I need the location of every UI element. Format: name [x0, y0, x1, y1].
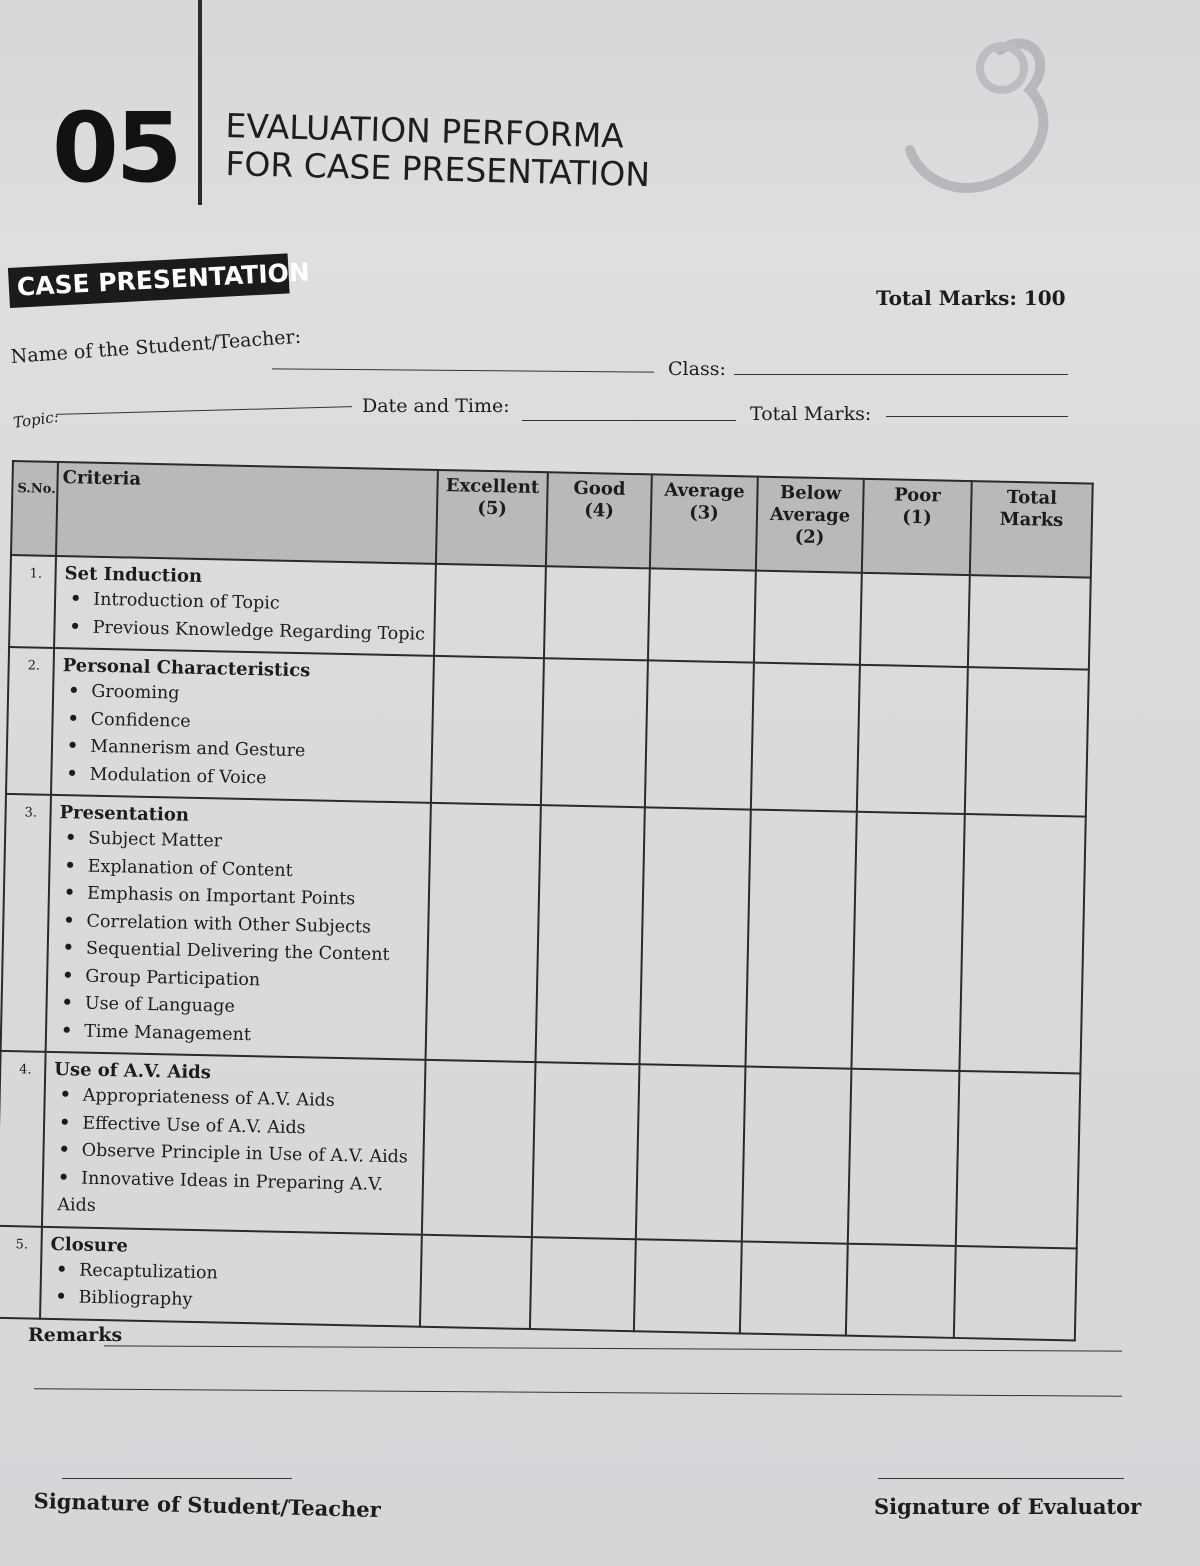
header-excellent-score: (5) [477, 497, 508, 520]
excellent-score-cell[interactable] [431, 656, 544, 805]
header-total-label-2: Marks [999, 508, 1064, 532]
header-below-average-label-1: Below [779, 482, 842, 505]
criteria-title: Presentation [59, 802, 190, 826]
header-average [650, 474, 758, 570]
criteria-sublist [60, 678, 424, 796]
date-time-label: Date and Time: [362, 395, 510, 417]
poor-score-cell[interactable] [860, 573, 970, 667]
date-time-field[interactable] [522, 420, 736, 421]
criteria-subitem: • Modulation of Voice [66, 761, 422, 796]
criteria-cell [51, 648, 434, 803]
criteria-cell [40, 1226, 422, 1326]
criteria-subitem: • Innovative Ideas in Preparing A.V. Aids [57, 1165, 414, 1227]
row-number: 1. [9, 555, 56, 648]
name-label: Name of the Student/Teacher: [10, 325, 302, 368]
criteria-subitem: • Time Management [61, 1018, 417, 1053]
good-score-cell[interactable] [541, 658, 648, 807]
criteria-subitem: • Emphasis on Important Points [64, 880, 420, 915]
excellent-score-cell[interactable] [426, 803, 541, 1062]
remarks-label: Remarks [28, 1324, 123, 1346]
header-excellent-label: Excellent [445, 475, 540, 499]
total-marks-cell[interactable] [968, 575, 1091, 670]
topic-label: Topic: [12, 407, 60, 432]
header-criteria [56, 462, 438, 564]
class-field[interactable] [734, 374, 1068, 375]
header-poor-score: (1) [901, 506, 932, 529]
remarks-field-line-2[interactable] [34, 1388, 1122, 1397]
criteria-subitem: • Recaptulization [56, 1257, 412, 1292]
chapter-number: 05 [52, 92, 180, 204]
excellent-score-cell[interactable] [420, 1234, 532, 1328]
fetus-logo-icon [880, 20, 1080, 220]
criteria-subitem: • Group Participation [62, 963, 418, 998]
header-poor-label: Poor [893, 484, 941, 507]
total-marks-cell[interactable] [956, 1071, 1081, 1248]
row-number: 5. [0, 1225, 42, 1318]
header-divider [198, 0, 202, 205]
criteria-subitem: • Explanation of Content [64, 853, 420, 888]
criteria-subitem: • Introduction of Topic [70, 586, 426, 621]
evaluator-signature-label: Signature of Evaluator [874, 1494, 1142, 1519]
criteria-subitem: • Confidence [67, 706, 423, 741]
total-marks-cell[interactable] [959, 814, 1085, 1073]
criteria-subitem: • Previous Knowledge Regarding Topic [69, 614, 425, 649]
good-score-cell[interactable] [536, 805, 645, 1064]
header-sno: S.No. [11, 461, 58, 556]
criteria-cell [42, 1052, 426, 1234]
header-total [970, 481, 1093, 578]
criteria-sublist [51, 1082, 416, 1227]
criteria-subitem: • Correlation with Other Subjects [63, 908, 419, 943]
below-average-score-cell[interactable] [742, 1066, 852, 1243]
remarks-field-line-1[interactable] [104, 1345, 1122, 1351]
header-excellent [436, 470, 548, 566]
header-below-average-score: (2) [794, 526, 825, 549]
header-good [546, 472, 652, 568]
good-score-cell[interactable] [544, 566, 650, 660]
class-label: Class: [668, 358, 726, 380]
row-number: 4. [0, 1051, 46, 1226]
header-below-average [756, 477, 864, 573]
criteria-title: Personal Characteristics [62, 655, 311, 682]
below-average-score-cell[interactable] [745, 810, 856, 1069]
row-number: 3. [1, 794, 51, 1052]
criteria-sublist [55, 825, 422, 1053]
below-average-score-cell[interactable] [754, 571, 862, 665]
header-average-label: Average [664, 479, 745, 503]
criteria-subitem: • Mannerism and Gesture [67, 733, 423, 768]
criteria-sublist [63, 586, 426, 649]
criteria-subitem: • Observe Principle in Use of A.V. Aids [58, 1137, 414, 1172]
criteria-subitem: • Effective Use of A.V. Aids [59, 1110, 415, 1145]
name-field[interactable] [272, 368, 654, 372]
below-average-score-cell[interactable] [751, 663, 860, 812]
average-score-cell[interactable] [636, 1064, 746, 1241]
criteria-subitem: • Use of Language [61, 990, 417, 1025]
header-total-label-1: Total [1006, 486, 1058, 509]
criteria-title: Set Induction [64, 563, 203, 588]
criteria-title: Closure [50, 1233, 129, 1257]
criteria-cell [54, 556, 436, 656]
table-row [0, 1051, 1080, 1248]
table-row [6, 647, 1089, 817]
poor-score-cell[interactable] [851, 812, 964, 1071]
average-score-cell[interactable] [639, 807, 750, 1066]
criteria-subitem: • Grooming [68, 678, 424, 713]
average-score-cell[interactable] [634, 1239, 742, 1333]
total-marks-cell[interactable] [965, 667, 1089, 817]
header-good-score: (4) [584, 499, 615, 522]
excellent-score-cell[interactable] [422, 1060, 536, 1237]
poor-score-cell[interactable] [846, 1243, 956, 1337]
good-score-cell[interactable] [532, 1062, 640, 1239]
student-signature-label: Signature of Student/Teacher [33, 1488, 382, 1523]
header-good-label: Good [573, 477, 626, 500]
excellent-score-cell[interactable] [434, 564, 546, 658]
table-row [1, 794, 1086, 1074]
header-below-average-label-2: Average [769, 503, 851, 527]
row-number: 2. [6, 647, 54, 795]
header-criteria-text: Criteria [62, 467, 142, 490]
below-average-score-cell[interactable] [740, 1241, 848, 1335]
poor-score-cell[interactable] [857, 665, 968, 814]
total-marks-cell[interactable] [954, 1245, 1077, 1340]
header-average-score: (3) [689, 502, 720, 524]
good-score-cell[interactable] [530, 1237, 636, 1331]
total-marks-heading: Total Marks: 100 [876, 286, 1066, 310]
topic-field[interactable] [56, 406, 352, 415]
criteria-subitem: • Sequential Delivering the Content [62, 935, 418, 970]
evaluator-signature-line[interactable] [878, 1478, 1124, 1479]
total-marks-label: Total Marks: [750, 403, 872, 425]
header-poor [862, 479, 972, 575]
average-score-cell[interactable] [645, 660, 754, 809]
criteria-title: Use of A.V. Aids [54, 1059, 212, 1084]
title-line-2: FOR CASE PRESENTATION [224, 144, 651, 195]
criteria-subitem: • Bibliography [55, 1284, 411, 1319]
criteria-subitem: • Appropriateness of A.V. Aids [59, 1082, 415, 1117]
evaluation-table [0, 460, 1094, 1341]
student-signature-line[interactable] [62, 1478, 292, 1479]
total-marks-field[interactable] [886, 416, 1068, 417]
section-banner: CASE PRESENTATION [8, 253, 290, 308]
criteria-cell [46, 795, 431, 1060]
average-score-cell[interactable] [648, 568, 756, 662]
poor-score-cell[interactable] [848, 1069, 960, 1246]
criteria-subitem: • Subject Matter [65, 825, 421, 860]
title-line-1: EVALUATION PERFORMA [224, 106, 625, 156]
criteria-sublist [49, 1256, 412, 1319]
